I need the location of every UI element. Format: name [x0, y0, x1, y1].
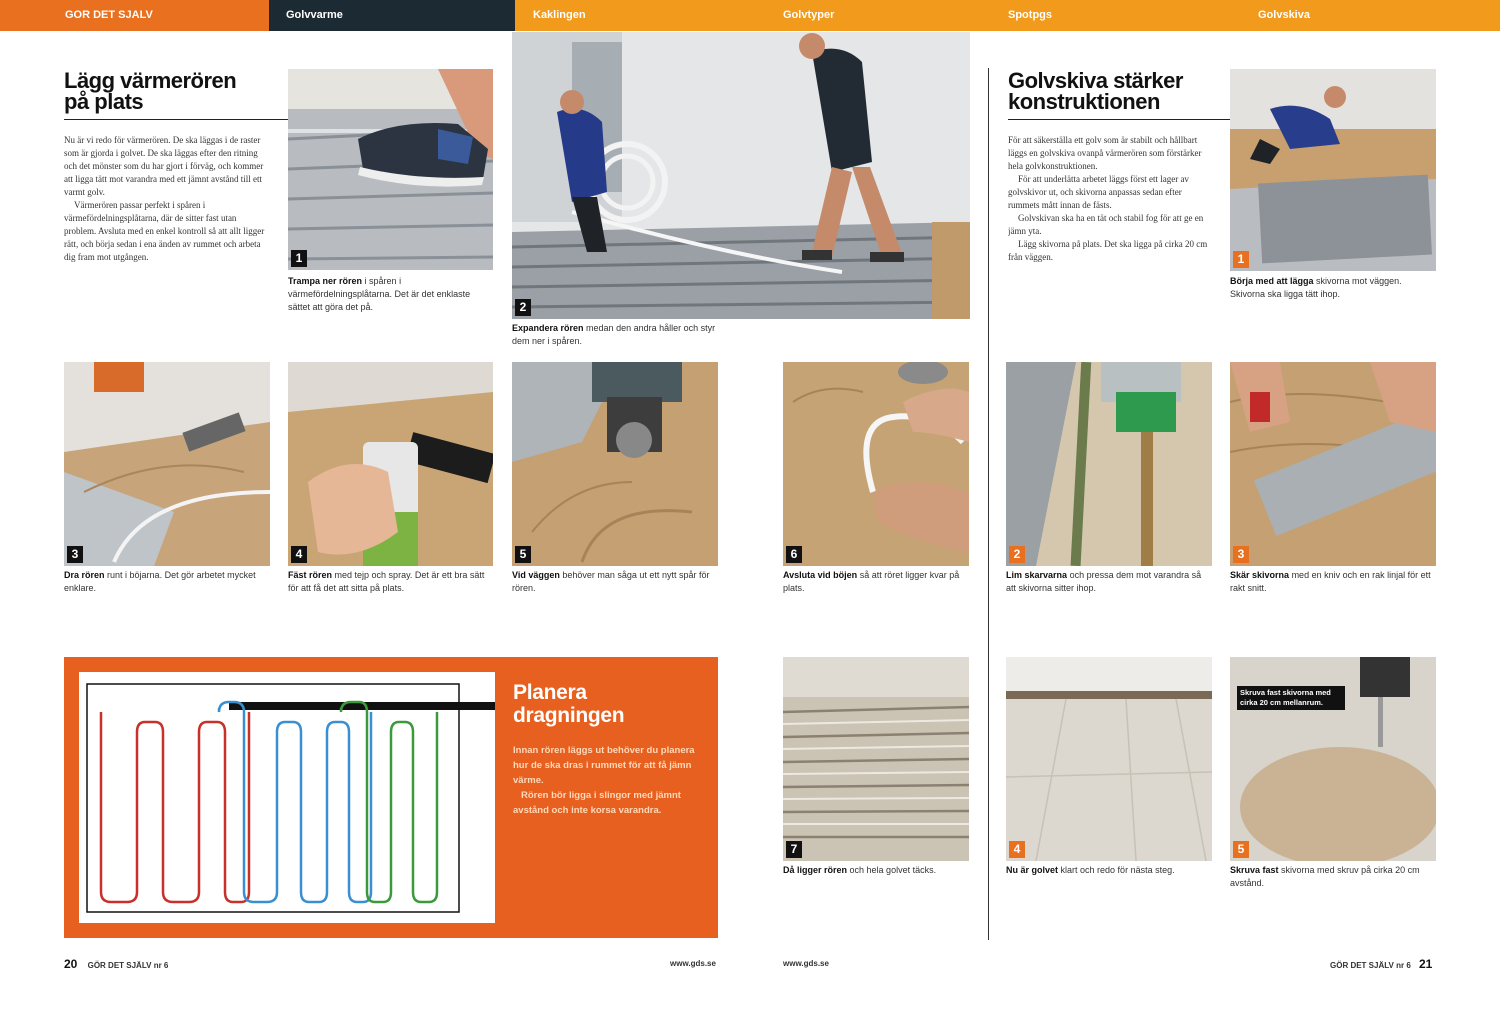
step-badge: 5 [515, 546, 531, 563]
tab-kaklingen: Kaklingen [515, 0, 765, 31]
tab-golvskiva: Golvskiva [1240, 0, 1500, 31]
page-number-right: 21 [1419, 957, 1433, 971]
caption-text: skivorna mot väggen. Skivorna ska ligga tätt ihop. [1230, 276, 1402, 299]
footer-brand: GÖR DET SJÄLV [1330, 961, 1394, 970]
left-body [64, 134, 268, 334]
step-badge: 4 [1009, 841, 1025, 858]
photo-cutting-board [1230, 362, 1436, 566]
step-badge: 1 [1233, 251, 1249, 268]
caption-text: och pressa dem mot varandra så att skivorna sitter ihop. [1006, 570, 1202, 593]
caption-lead: Dra rören [64, 570, 105, 580]
caption-text: skivorna med skruv på cirka 20 cm avstånd. [1230, 865, 1420, 888]
left-heading-line1: Lägg värmerören [64, 68, 237, 93]
caption-lead: Börja med att lägga [1230, 276, 1314, 286]
photo-shoe-on-plates [288, 69, 493, 270]
photo-saw-groove [512, 362, 718, 566]
caption-text: i spåren i värmefördelningsplåtarna. Det är det enklaste sättet att göra det på. [288, 276, 471, 312]
page-number-left: 20 [64, 957, 78, 971]
plan-paragraph: Rören bör ligga i slingor med jämnt avstånd och inte korsa varandra. [513, 790, 681, 816]
step-badge: 4 [291, 546, 307, 563]
caption-lead: Trampa ner rören [288, 276, 363, 286]
caption-text: behöver man såga ut ett nytt spår för rören. [512, 570, 710, 593]
plan-body [513, 743, 703, 818]
tab-golvtyper: Golvtyper [765, 0, 990, 31]
caption-step-r2 [1006, 569, 1212, 629]
right-heading-line1: Golvskiva stärker [1008, 68, 1183, 93]
step-badge: 6 [786, 546, 802, 563]
caption-lead: Nu är golvet [1006, 865, 1059, 875]
photo-man-laying-board [1230, 69, 1436, 271]
caption-step-r5 [1230, 864, 1436, 939]
left-heading-rule [64, 119, 288, 120]
caption-step-l2 [512, 322, 732, 352]
caption-lead: Avsluta vid böjen [783, 570, 858, 580]
caption-step-l4 [288, 569, 493, 629]
left-body-paragraph: Nu är vi redo för värmerören. De ska läggas i de raster som är gjorda i golvet. De ska läggas efter den ritning och det mönster som du har gjort i förväg, och kommer att ligga tätt mot varandra med ett jämnt avstånd till ett varmt golv. [64, 135, 264, 197]
right-body-paragraph: Lägg skivorna på plats. Det ska ligga på cirka 20 cm från väggen. [1008, 239, 1208, 262]
caption-lead: Lim skarvarna [1006, 570, 1068, 580]
step-badge: 1 [291, 250, 307, 267]
caption-step-l1 [288, 275, 493, 320]
caption-lead: Fäst rören [288, 570, 333, 580]
photo-glue-bottle [1006, 362, 1212, 566]
left-heading-line2: på plats [64, 89, 144, 114]
caption-lead: Expandera rören [512, 323, 584, 333]
caption-lead: Vid väggen [512, 570, 560, 580]
right-body-paragraph: Golvskivan ska ha en tät och stabil fog för att ge en jämn yta. [1008, 213, 1204, 236]
footer-issue: nr 6 [153, 961, 169, 970]
footer-issue: nr 6 [1396, 961, 1411, 970]
plan-title [513, 681, 624, 727]
plan-paragraph: Innan rören läggs ut behöver du planera hur de ska dras i rummet för att få jämn värme. [513, 745, 695, 786]
plan-box [64, 657, 718, 938]
caption-step-l7 [783, 864, 969, 894]
footer-left [64, 959, 168, 971]
step-badge: 2 [515, 299, 531, 316]
caption-text: medan den andra håller och styr dem ner i spåren. [512, 323, 716, 346]
caption-lead: Då ligger rören [783, 865, 848, 875]
tab-spotpgs: Spotpgs [990, 0, 1240, 31]
footer-right [1330, 959, 1432, 971]
left-body-paragraph: Värmerören passar perfekt i spåren i värmefördelningsplåtarna, där de sitter fast utan problem. Avsluta med en enkel kontroll så att allt ligger rätt, och börja sedan i ena änden av rummet och arbeta dig fram mot utgången. [64, 200, 265, 262]
caption-lead: Skruva fast [1230, 865, 1279, 875]
footer-url-left: www.gds.se [670, 959, 716, 968]
tip-callout: Skruva fast skivorna med cirka 20 cm mellanrum. [1237, 686, 1345, 710]
photo-pipe-bend [783, 362, 969, 566]
step-badge: 5 [1233, 841, 1249, 858]
tab-section: GOR DET SJALV [0, 0, 269, 31]
caption-text: så att röret ligger kvar på plats. [783, 570, 960, 593]
heating-loop-green [341, 702, 437, 902]
plan-title-line1: Planera [513, 681, 587, 704]
plan-diagram [79, 672, 495, 923]
column-divider [988, 68, 989, 940]
caption-text: klart och redo för nästa steg. [1060, 865, 1175, 875]
right-heading [1008, 70, 1230, 112]
right-body-paragraph: För att underlätta arbetet läggs först ett lager av golvskivor ut, och skivorna anpassas sedan efter rummets mått innan de fästs. [1008, 174, 1189, 210]
photo-finished-pipes [783, 657, 969, 861]
footer-brand: GÖR DET SJÄLV [87, 961, 152, 970]
heating-loop-red [101, 712, 249, 902]
right-body [1008, 134, 1212, 349]
step-badge: 2 [1009, 546, 1025, 563]
photo-spray-can [288, 362, 493, 566]
heating-loop-blue [219, 702, 371, 902]
left-heading [64, 70, 288, 112]
right-heading-line2: konstruktionen [1008, 89, 1160, 114]
caption-text: med en kniv och en rak linjal för ett rakt snitt. [1230, 570, 1431, 593]
caption-step-r3 [1230, 569, 1436, 644]
caption-step-l5 [512, 569, 718, 629]
photo-pipe-corner [64, 362, 270, 566]
caption-lead: Skär skivorna [1230, 570, 1290, 580]
caption-step-r4 [1006, 864, 1212, 924]
caption-text: med tejp och spray. Det är ett bra sätt för att få det att sitta på plats. [288, 570, 485, 593]
photo-floor-boards [1006, 657, 1212, 861]
right-heading-rule [1008, 119, 1230, 120]
plan-title-line2: dragningen [513, 704, 625, 727]
step-badge: 3 [67, 546, 83, 563]
caption-text: runt i böjarna. Det gör arbetet mycket enklare. [64, 570, 256, 593]
room-outline [87, 684, 459, 912]
step-badge: 7 [786, 841, 802, 858]
step-badge: 3 [1233, 546, 1249, 563]
footer-url-right: www.gds.se [783, 959, 829, 968]
caption-text: och hela golvet täcks. [849, 865, 937, 875]
tab-golvvarme: Golvvarme [269, 0, 515, 31]
photo-men-laying-pipe [512, 32, 970, 319]
caption-step-r1 [1230, 275, 1436, 335]
right-body-paragraph: För att säkerställa ett golv som är stabilt och hållbart läggs en golvskiva ovanpå värmerören som förstärker hela golvkonstruktionen. [1008, 135, 1202, 171]
caption-step-l3 [64, 569, 270, 614]
caption-step-l6 [783, 569, 969, 614]
